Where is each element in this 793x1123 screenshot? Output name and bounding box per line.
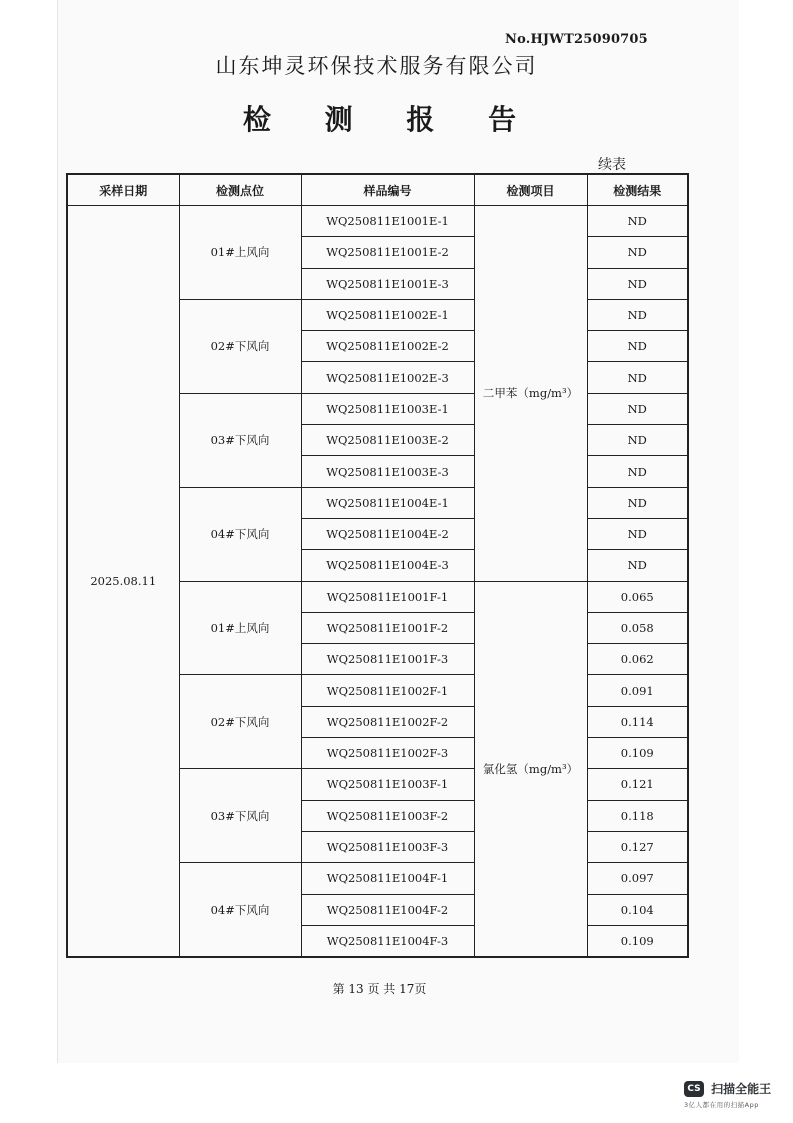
document-title: 检 测 报 告 (242, 103, 539, 136)
sample-id-cell: WQ250811E1001E-3 (301, 268, 474, 299)
sampling-date-cell: 2025.08.11 (67, 206, 179, 958)
sample-id-cell: WQ250811E1001E-1 (301, 206, 474, 237)
test-result-cell: ND (587, 487, 688, 518)
test-result-cell: 0.058 (587, 612, 688, 643)
sample-id-cell: WQ250811E1002F-2 (301, 706, 474, 737)
test-result-cell: 0.118 (587, 800, 688, 831)
sample-id-cell: WQ250811E1001F-2 (301, 612, 474, 643)
sampling-point-cell: 03#下风向 (179, 393, 301, 487)
sample-id-cell: WQ250811E1004F-1 (301, 863, 474, 894)
test-result-cell: 0.121 (587, 769, 688, 800)
column-header: 检测项目 (474, 174, 587, 206)
test-result-cell: 0.062 (587, 644, 688, 675)
sample-id-cell: WQ250811E1002E-2 (301, 331, 474, 362)
sample-id-cell: WQ250811E1004E-2 (301, 518, 474, 549)
test-result-cell: 0.091 (587, 675, 688, 706)
sampling-point-cell: 04#下风向 (179, 487, 301, 581)
sampling-point-cell: 01#上风向 (179, 206, 301, 300)
test-result-cell: ND (587, 362, 688, 393)
sampling-point-cell: 02#下风向 (179, 675, 301, 769)
report-number: No.HJWT25090705 (505, 32, 648, 47)
sample-id-cell: WQ250811E1002E-1 (301, 299, 474, 330)
test-result-cell: 0.114 (587, 706, 688, 737)
sample-id-cell: WQ250811E1002F-3 (301, 738, 474, 769)
table-row (67, 206, 688, 237)
sampling-point-cell: 04#下风向 (179, 863, 301, 957)
test-result-cell: 0.097 (587, 863, 688, 894)
column-header: 检测点位 (179, 174, 301, 206)
continued-label: 续表 (598, 157, 626, 173)
test-result-cell: 0.104 (587, 894, 688, 925)
sample-id-cell: WQ250811E1004F-2 (301, 894, 474, 925)
table-body (67, 206, 688, 958)
results-table (66, 173, 689, 958)
test-result-cell: ND (587, 518, 688, 549)
column-header: 样品编号 (301, 174, 474, 206)
sample-id-cell: WQ250811E1003E-2 (301, 425, 474, 456)
sample-id-cell: WQ250811E1002E-3 (301, 362, 474, 393)
column-header: 检测结果 (587, 174, 688, 206)
sample-id-cell: WQ250811E1003F-3 (301, 831, 474, 862)
test-result-cell: ND (587, 331, 688, 362)
sampling-point-cell: 01#上风向 (179, 581, 301, 675)
sample-id-cell: WQ250811E1003E-1 (301, 393, 474, 424)
test-result-cell: ND (587, 268, 688, 299)
scanner-logo-icon: CS (684, 1081, 704, 1097)
page-number: 第 13 页 共 17页 (332, 982, 427, 996)
test-item-cell: 氯化氢（mg/m³） (474, 581, 587, 957)
test-result-cell: ND (587, 206, 688, 237)
column-header: 采样日期 (67, 174, 179, 206)
scanner-watermark (684, 1078, 784, 1109)
test-result-cell: ND (587, 550, 688, 581)
sample-id-cell: WQ250811E1002F-1 (301, 675, 474, 706)
test-result-cell: ND (587, 425, 688, 456)
sample-id-cell: WQ250811E1003F-2 (301, 800, 474, 831)
test-result-cell: 0.065 (587, 581, 688, 612)
test-result-cell: ND (587, 237, 688, 268)
company-name: 山东坤灵环保技术服务有限公司 (215, 54, 538, 78)
sample-id-cell: WQ250811E1003E-3 (301, 456, 474, 487)
test-result-cell: ND (587, 299, 688, 330)
sample-id-cell: WQ250811E1001F-1 (301, 581, 474, 612)
sampling-point-cell: 03#下风向 (179, 769, 301, 863)
sample-id-cell: WQ250811E1001E-2 (301, 237, 474, 268)
scanner-tagline: 3亿人都在用的扫描App (684, 1101, 759, 1109)
sample-id-cell: WQ250811E1004F-3 (301, 925, 474, 957)
sampling-point-cell: 02#下风向 (179, 299, 301, 393)
test-result-cell: 0.127 (587, 831, 688, 862)
test-result-cell: ND (587, 393, 688, 424)
sample-id-cell: WQ250811E1004E-3 (301, 550, 474, 581)
scanner-brand: 扫描全能王 (711, 1082, 772, 1096)
test-result-cell: 0.109 (587, 738, 688, 769)
table-header-row (67, 174, 688, 206)
sample-id-cell: WQ250811E1001F-3 (301, 644, 474, 675)
test-result-cell: 0.109 (587, 925, 688, 957)
sample-id-cell: WQ250811E1003F-1 (301, 769, 474, 800)
test-item-cell: 二甲苯（mg/m³） (474, 206, 587, 582)
test-result-cell: ND (587, 456, 688, 487)
sample-id-cell: WQ250811E1004E-1 (301, 487, 474, 518)
